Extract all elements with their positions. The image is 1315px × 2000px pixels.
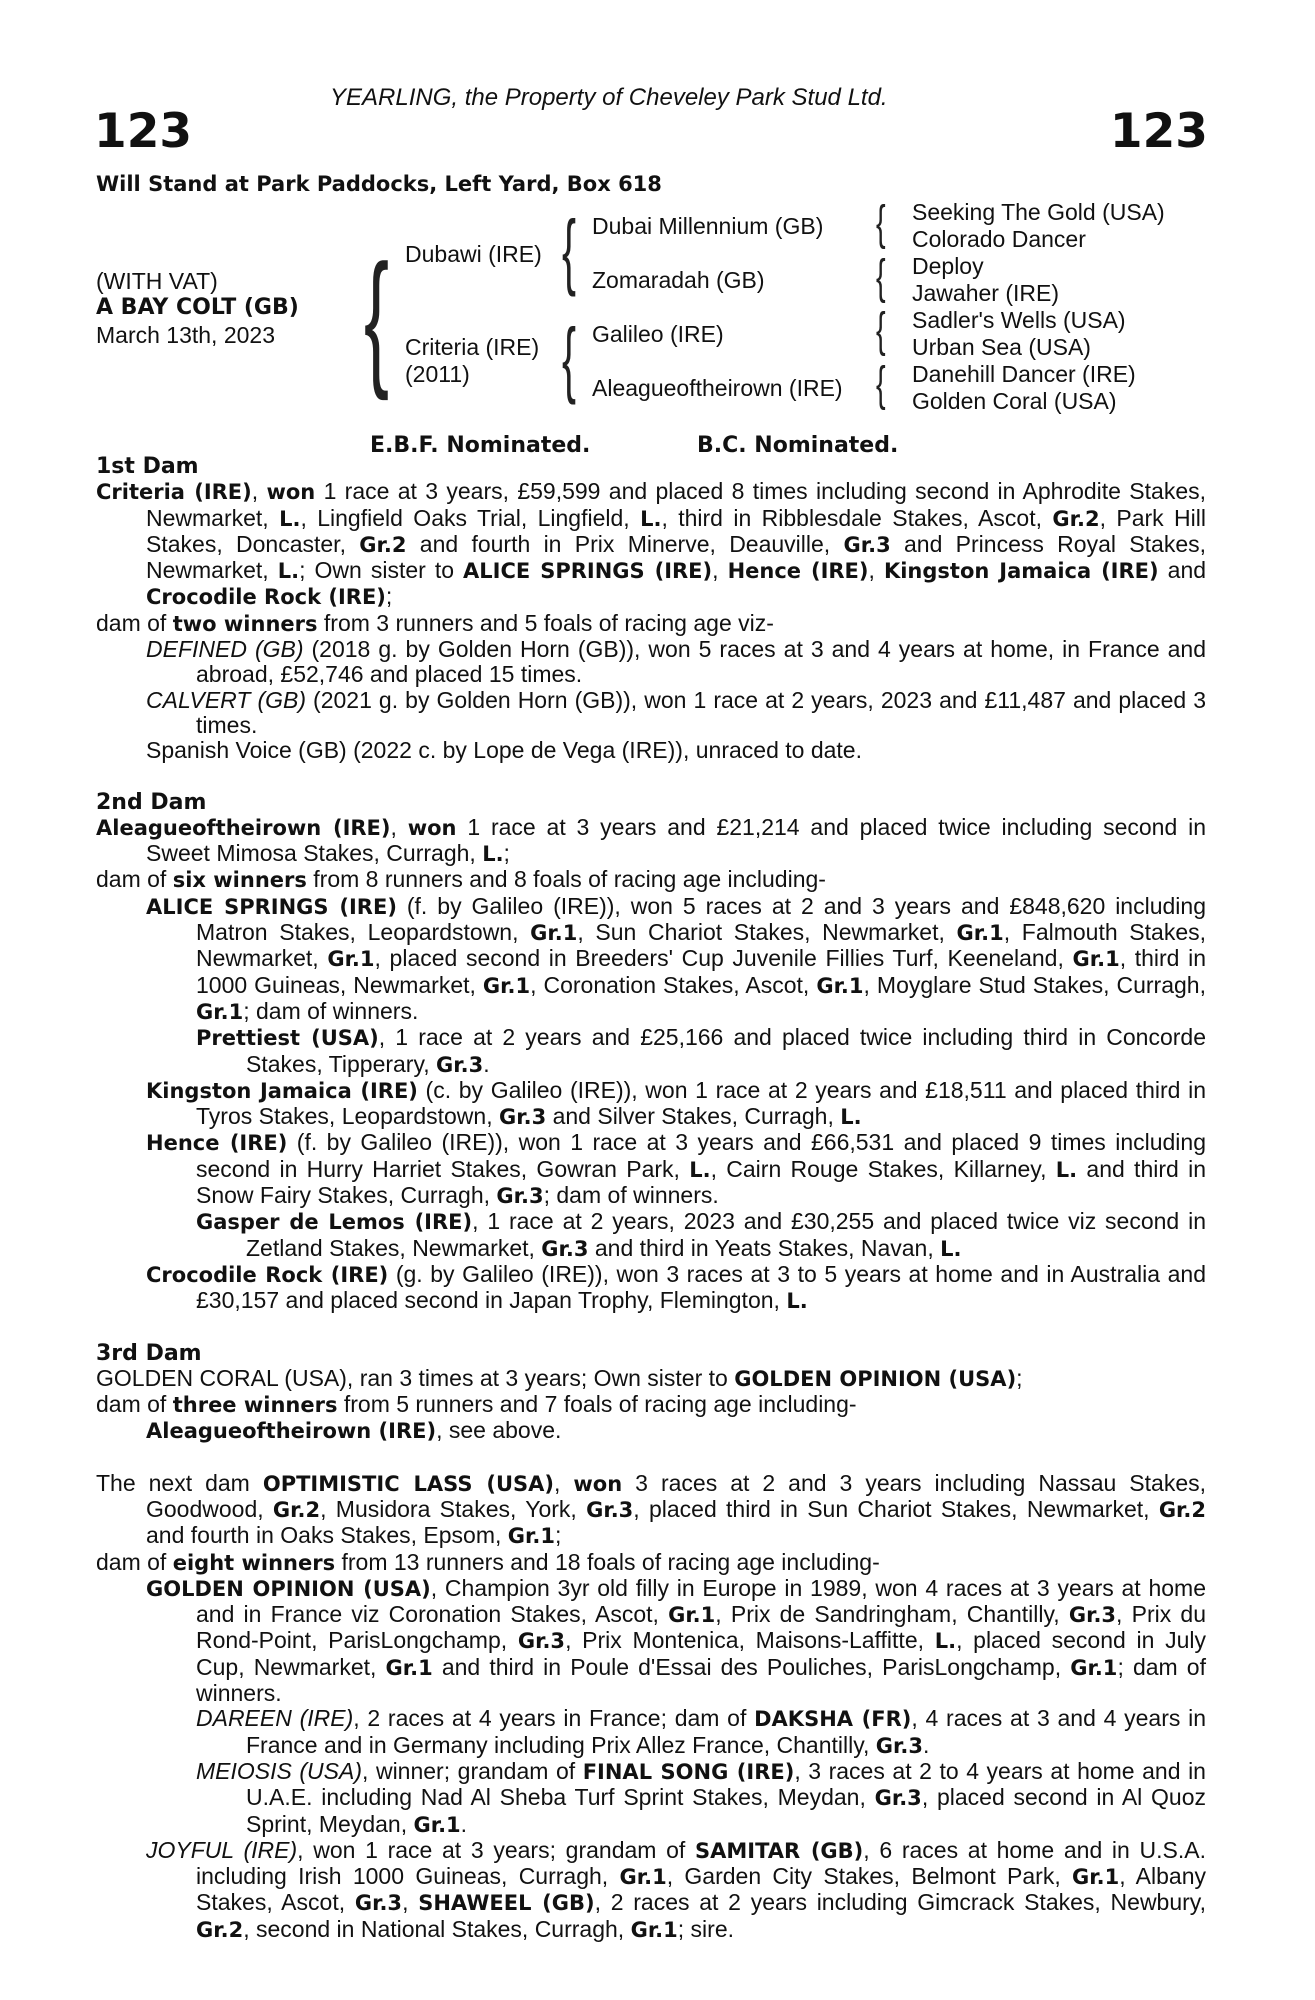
first-dam-heading: 1st Dam: [96, 454, 199, 479]
lot-number-left: 123: [94, 104, 193, 159]
sire-brace: {: [562, 203, 577, 297]
g-brace-4: {: [876, 358, 886, 411]
pedigree-main-brace: {: [364, 233, 390, 401]
dam-dam: Aleagueoftheirown (IRE): [592, 375, 843, 401]
produce-hence: Hence (IRE) (f. by Galileo (IRE)), won 1 race at 3 years and £66,531 and placed 9 times including second in Hurry Harriet Stakes, Gowran Park, L., Cairn Rouge Stakes, Killarney, L. and third in Snow Fairy Stakes, Curragh, Gr.3; dam of winners.: [146, 1129, 1207, 1209]
produce-golden-opinion: GOLDEN OPINION (USA), Champion 3yr old filly in Europe in 1989, won 4 races at 3 years at home and in France viz Coronation Stakes, Ascot, Gr.1, Prix de Sandringham, Chantilly, Gr.3, Prix du Rond-Point, ParisLongchamp, Gr.3, Prix Montenica, Maisons-Laffitte, L., placed second in July Cup, Newmarket, Gr.1 and third in Poule d'Essai des Pouliches, ParisLongchamp, Gr.1; dam of winners.: [146, 1574, 1207, 1707]
horse-name: A BAY COLT (GB): [96, 295, 299, 320]
produce-gasper-de-lemos: Gasper de Lemos (IRE), 1 race at 2 years, 2023 and £30,255 and placed twice viz second in Zetland Stakes, Newmarket, Gr.3 and third in Yeats Stakes, Navan, L.: [196, 1208, 1206, 1261]
third-dam-produce: Aleagueoftheirown (IRE), see above.: [146, 1417, 562, 1444]
sire: Dubawi (IRE): [405, 241, 542, 267]
produce-meiosis: MEIOSIS (USA), winner; grandam of FINAL SONG (IRE), 3 races at 2 to 4 years at home and in U.A.E. including Nad Al Sheba Turf Sprint Stakes, Meydan, Gr.3, placed second in Al Quoz Sprint, Meydan, Gr.1.: [196, 1757, 1207, 1837]
third-dam-para: GOLDEN CORAL (USA), ran 3 times at 3 years; Own sister to GOLDEN OPINION (USA);: [96, 1364, 1023, 1391]
grandsire-4: Jawaher (IRE): [912, 280, 1059, 306]
second-dam-summary: dam of six winners from 8 runners and 8 foals of racing age including-: [96, 866, 826, 893]
vat-note: (WITH VAT): [96, 268, 218, 294]
second-dam-heading: 2nd Dam: [96, 789, 207, 815]
grandsire-5: Sadler's Wells (USA): [912, 307, 1126, 333]
sire-dam: Zomaradah (GB): [592, 267, 765, 293]
produce-spanish-voice: Spanish Voice (GB) (2022 c. by Lope de Vega (IRE)), unraced to date.: [146, 737, 862, 764]
dam-sire: Galileo (IRE): [592, 321, 724, 347]
grandsire-8: Golden Coral (USA): [912, 388, 1117, 414]
g-brace-3: {: [876, 304, 886, 357]
ebf-nomination: E.B.F. Nominated.: [370, 433, 591, 458]
second-dam-para: Aleagueoftheirown (IRE), won 1 race at 3 years and £21,214 and placed twice including second in Sweet Mimosa Stakes, Curragh, L.;: [96, 813, 1206, 867]
dam-line-text: [96, 454, 1206, 1943]
produce-kingston-jamaica: Kingston Jamaica (IRE) (c. by Galileo (IRE)), won 1 race at 2 years and £18,511 and placed third in Tyros Stakes, Leopardstown, Gr.3 and Silver Stakes, Curragh, L.: [146, 1076, 1207, 1130]
dam: Criteria (IRE): [405, 334, 540, 360]
produce-dareen: DAREEN (IRE), 2 races at 4 years in France; dam of DAKSHA (FR), 4 races at 3 and 4 years in France and in Germany including Prix Allez France, Chantilly, Gr.3.: [196, 1705, 1207, 1758]
dam-year: (2011): [405, 361, 470, 387]
next-dam-summary: dam of eight winners from 13 runners and 18 foals of racing age including-: [96, 1548, 880, 1575]
dam-brace: {: [562, 311, 577, 405]
next-dam-para: The next dam OPTIMISTIC LASS (USA), won 3 races at 2 and 3 years including Nassau Stakes, Goodwood, Gr.2, Musidora Stakes, York, Gr.3, placed third in Sun Chariot Stakes, Newmarket, Gr.2 and fourth in Oaks Stakes, Epsom, Gr.1;: [96, 1469, 1207, 1549]
produce-calvert: CALVERT (GB) (2021 g. by Golden Horn (GB)), won 1 race at 2 years, 2023 and £11,487 and placed 3 times.: [146, 686, 1206, 738]
produce-prettiest: Prettiest (USA), 1 race at 2 years and £25,166 and placed twice including third in Concorde Stakes, Tipperary, Gr.3.: [196, 1024, 1206, 1077]
grandsire-1: Seeking The Gold (USA): [912, 199, 1165, 225]
produce-crocodile-rock: Crocodile Rock (IRE) (g. by Galileo (IRE)), won 3 races at 3 to 5 years at home and in Australia and £30,157 and placed second in Japan Trophy, Flemington, L.: [146, 1260, 1206, 1314]
g-brace-2: {: [876, 251, 886, 304]
sale-header: YEARLING, the Property of Cheveley Park Stud Ltd.: [330, 84, 888, 111]
horse-dob: March 13th, 2023: [96, 322, 276, 348]
grandsire-7: Danehill Dancer (IRE): [912, 361, 1136, 387]
first-dam-para: Criteria (IRE), won 1 race at 3 years, £59,599 and placed 8 times including second in Aphrodite Stakes, Newmarket, L., Lingfield Oaks Trial, Lingfield, L., third in Ribblesdale Stakes, Ascot, Gr.2, Park Hill Stakes, Doncaster, Gr.2 and fourth in Prix Minerve, Deauville, Gr.3 and Princess Royal Stakes, Newmarket, L.; Own sister to ALICE SPRINGS (IRE), Hence (IRE), Kingston Jamaica (IRE) and Crocodile Rock (IRE);: [96, 478, 1207, 610]
sire-sire: Dubai Millennium (GB): [592, 213, 824, 239]
g-brace-1: {: [876, 197, 886, 250]
stand-location: Will Stand at Park Paddocks, Left Yard, Box 618: [96, 172, 662, 196]
grandsire-2: Colorado Dancer: [912, 226, 1086, 252]
first-dam-summary: dam of two winners from 3 runners and 5 foals of racing age viz-: [96, 609, 774, 636]
third-dam-summary: dam of three winners from 5 runners and 7 foals of racing age including-: [96, 1391, 857, 1418]
third-dam-heading: 3rd Dam: [96, 1340, 202, 1366]
produce-alice-springs: ALICE SPRINGS (IRE) (f. by Galileo (IRE)), won 5 races at 2 and 3 years and £848,620 including Matron Stakes, Leopardstown, Gr.1, Sun Chariot Stakes, Newmarket, Gr.1, Falmouth Stakes, Newmarket, Gr.1, placed second in Breeders' Cup Juvenile Fillies Turf, Keeneland, Gr.1, third in 1000 Guineas, Newmarket, Gr.1, Coronation Stakes, Ascot, Gr.1, Moyglare Stud Stakes, Curragh, Gr.1; dam of winners.: [146, 892, 1207, 1024]
produce-joyful: JOYFUL (IRE), won 1 race at 3 years; grandam of SAMITAR (GB), 6 races at home and in U.S.A. including Irish 1000 Guineas, Curragh, Gr.1, Garden City Stakes, Belmont Park, Gr.1, Albany Stakes, Ascot, Gr.3, SHAWEEL (GB), 2 races at 2 years including Gimcrack Stakes, Newbury, Gr.2, second in National Stakes, Curragh, Gr.1; sire.: [146, 1836, 1206, 1942]
grandsire-6: Urban Sea (USA): [912, 334, 1091, 360]
grandsire-3: Deploy: [912, 253, 984, 279]
bc-nomination: B.C. Nominated.: [697, 433, 899, 458]
lot-number-right: 123: [1109, 104, 1208, 159]
produce-defined: DEFINED (GB) (2018 g. by Golden Horn (GB)), won 5 races at 3 and 4 years at home, in France and abroad, £52,746 and placed 15 times.: [146, 636, 1207, 688]
